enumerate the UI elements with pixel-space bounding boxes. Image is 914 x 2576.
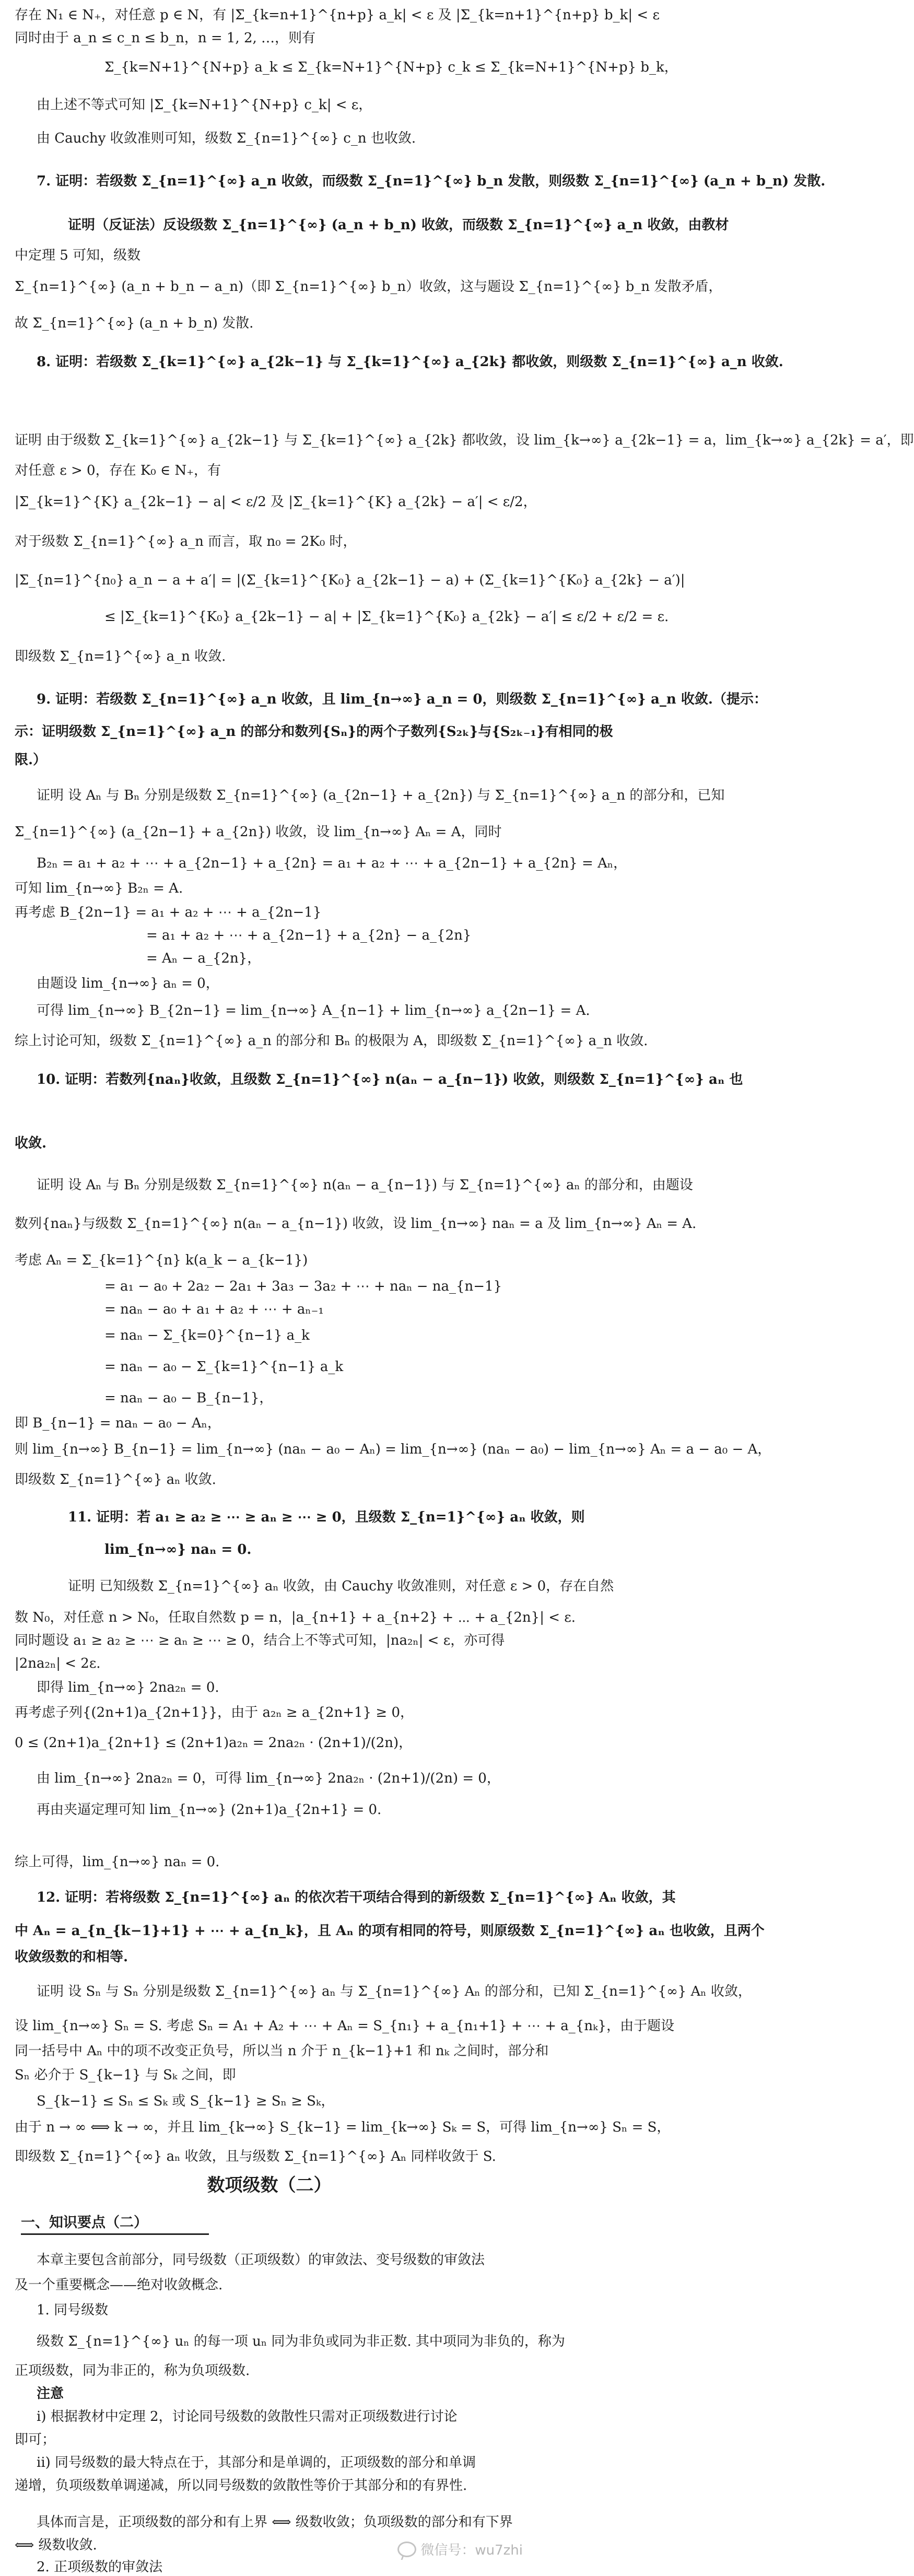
text-line: 可得 lim_{n→∞} B_{2n−1} = lim_{n→∞} A_{n−1} + lim_{n→∞} a_{2n−1} = A. [37, 1003, 590, 1018]
text-line: 12. 证明：若将级数 Σ_{n=1}^{∞} aₙ 的依次若干项结合得到的新级数 Σ_{n=1}^{∞} Aₙ 收敛，其 [37, 1890, 676, 1905]
watermark-text: 微信号：wu7zhi [420, 2543, 523, 2558]
text-line: 存在 N₁ ∈ N₊，对任意 p ∈ N，有 |Σ_{k=n+1}^{n+p} a_k| < ε 及 |Σ_{k=n+1}^{n+p} b_k| < ε [15, 7, 660, 23]
text-line: 同时由于 a_n ≤ c_n ≤ b_n，n = 1, 2, …，则有 [15, 30, 316, 46]
text-line: 可知 lim_{n→∞} B₂ₙ = A. [15, 881, 183, 896]
text-line: 收敛. [15, 1135, 47, 1151]
text-line: = a₁ + a₂ + ⋯ + a_{2n−1} + a_{2n} − a_{2n} [146, 928, 472, 943]
wechat-icon [397, 2542, 416, 2557]
section-title: 数项级数（二） [207, 2175, 332, 2196]
text-line: 对任意 ε > 0，存在 K₀ ∈ N₊，有 [15, 463, 221, 478]
text-line: 11. 证明：若 a₁ ≥ a₂ ≥ ⋯ ≥ aₙ ≥ ⋯ ≥ 0，且级数 Σ_{n=1}^{∞} aₙ 收敛，则 [68, 1509, 585, 1525]
text-line: 正项级数，同为非正的，称为负项级数. [15, 2363, 250, 2379]
text-line: 0 ≤ (2n+1)a_{2n+1} ≤ (2n+1)a₂ₙ = 2na₂ₙ · (2n+1)/(2n)， [15, 1735, 413, 1751]
text-line: 2. 正项级数的审敛法 [37, 2559, 163, 2575]
text-line: 由 Cauchy 收敛准则可知，级数 Σ_{n=1}^{∞} c_n 也收敛. [37, 131, 416, 146]
text-line: 由 lim_{n→∞} 2na₂ₙ = 0，可得 lim_{n→∞} 2na₂ₙ · (2n+1)/(2n) = 0， [37, 1771, 500, 1786]
text-line: 设 lim_{n→∞} Sₙ = S. 考虑 Sₙ = A₁ + A₂ + ⋯ + Aₙ = S_{n₁} + a_{n₁+1} + ⋯ + a_{nₖ}，由于题设 [15, 2018, 675, 2034]
text-line: 数列{naₙ}与级数 Σ_{n=1}^{∞} n(aₙ − a_{n−1}) 收敛，设 lim_{n→∞} naₙ = a 及 lim_{n→∞} Aₙ = A. [15, 1216, 697, 1232]
text-line: 8. 证明：若级数 Σ_{k=1}^{∞} a_{2k−1} 与 Σ_{k=1}^{∞} a_{2k} 都收敛，则级数 Σ_{n=1}^{∞} a_n 收敛. [37, 354, 783, 370]
text-line: ii) 同号级数的最大特点在于，其部分和是单调的，正项级数的部分和单调 [37, 2455, 476, 2470]
text-line: ≤ |Σ_{k=1}^{K₀} a_{2k−1} − a| + |Σ_{k=1}^{K₀} a_{2k} − a′| ≤ ε/2 + ε/2 = ε. [104, 609, 669, 625]
text-line: 同时题设 a₁ ≥ a₂ ≥ ⋯ ≥ aₙ ≥ ⋯ ≥ 0，结合上不等式可知，|na₂ₙ| < ε，亦可得 [15, 1633, 505, 1648]
text-line: 证明 由于级数 Σ_{k=1}^{∞} a_{2k−1} 与 Σ_{k=1}^{∞} a_{2k} 都收敛，设 lim_{k→∞} a_{2k−1} = a，lim_{k→∞} a_{2k} = a′，即 [15, 432, 914, 448]
text-line: 具体而言是，正项级数的部分和有上界 ⟺ 级数收敛；负项级数的部分和有下界 [37, 2514, 513, 2530]
text-line: Σ_{k=N+1}^{N+p} a_k ≤ Σ_{k=N+1}^{N+p} c_k ≤ Σ_{k=N+1}^{N+p} b_k， [104, 60, 678, 75]
text-line: 再考虑 B_{2n−1} = a₁ + a₂ + ⋯ + a_{2n−1} [15, 905, 322, 920]
text-line: 7. 证明：若级数 Σ_{n=1}^{∞} a_n 收敛，而级数 Σ_{n=1}^{∞} b_n 发散，则级数 Σ_{n=1}^{∞} (a_n + b_n) 发散. [37, 173, 826, 189]
text-line: = naₙ − Σ_{k=0}^{n−1} a_k [104, 1328, 310, 1343]
text-line: 9. 证明：若级数 Σ_{n=1}^{∞} a_n 收敛，且 lim_{n→∞} a_n = 0，则级数 Σ_{n=1}^{∞} a_n 收敛.（提示： [37, 692, 767, 707]
text-line: 考虑 Aₙ = Σ_{k=1}^{n} k(a_k − a_{k−1}) [15, 1252, 308, 1268]
text-line: |2na₂ₙ| < 2ε. [15, 1656, 101, 1671]
text-line: S_{k−1} ≤ Sₙ ≤ Sₖ 或 S_{k−1} ≥ Sₙ ≥ Sₖ， [37, 2093, 335, 2109]
text-line: |Σ_{k=1}^{K} a_{2k−1} − a| < ε/2 及 |Σ_{k=1}^{K} a_{2k} − a′| < ε/2， [15, 494, 537, 510]
text-line: = naₙ − a₀ − Σ_{k=1}^{n−1} a_k [104, 1359, 344, 1375]
text-line: Σ_{n=1}^{∞} (a_n + b_n − a_n)（即 Σ_{n=1}^{∞} b_n）收敛，这与题设 Σ_{n=1}^{∞} b_n 发散矛盾， [15, 279, 722, 295]
text-line: 即可； [15, 2432, 56, 2448]
text-line: 证明 已知级数 Σ_{n=1}^{∞} aₙ 收敛，由 Cauchy 收敛准则，对任意 ε > 0，存在自然 [68, 1578, 614, 1594]
text-line: B₂ₙ = a₁ + a₂ + ⋯ + a_{2n−1} + a_{2n} = a₁ + a₂ + ⋯ + a_{2n−1} + a_{2n} = Aₙ， [37, 856, 627, 871]
text-line: 限.） [15, 752, 47, 768]
text-line: 对于级数 Σ_{n=1}^{∞} a_n 而言，取 n₀ = 2K₀ 时， [15, 534, 357, 549]
text-line: 及一个重要概念——绝对收敛概念. [15, 2277, 223, 2293]
text-line: 故 Σ_{n=1}^{∞} (a_n + b_n) 发散. [15, 315, 254, 331]
text-line: 综上讨论可知，级数 Σ_{n=1}^{∞} a_n 的部分和 Bₙ 的极限为 A，即级数 Σ_{n=1}^{∞} a_n 收敛. [15, 1033, 648, 1049]
text-line: 级数 Σ_{n=1}^{∞} uₙ 的每一项 uₙ 同为非负或同为非正数. 其中项同为非负的，称为 [37, 2334, 565, 2349]
subsection-heading: 一、知识要点（二） [21, 2215, 148, 2231]
text-line: 注意 [37, 2386, 64, 2402]
text-line: 证明 设 Aₙ 与 Bₙ 分别是级数 Σ_{n=1}^{∞} (a_{2n−1} + a_{2n}) 与 Σ_{n=1}^{∞} a_n 的部分和，已知 [37, 788, 725, 803]
text-line: 10. 证明：若数列{naₙ}收敛，且级数 Σ_{n=1}^{∞} n(aₙ − a_{n−1}) 收敛，则级数 Σ_{n=1}^{∞} aₙ 也 [37, 1072, 743, 1087]
watermark [397, 2539, 523, 2559]
text-line: i) 根据教材中定理 2，讨论同号级数的敛散性只需对正项级数进行讨论 [37, 2409, 458, 2425]
text-line: 递增，负项级数单调递减，所以同号级数的敛散性等价于其部分和的有界性. [15, 2478, 467, 2493]
text-line: = naₙ − a₀ + a₁ + a₂ + ⋯ + aₙ₋₁ [104, 1302, 324, 1317]
text-line: ⟺ 级数收敛. [15, 2537, 97, 2553]
text-line: 收敛级数的和相等. [15, 1949, 128, 1965]
text-line: 同一括号中 Aₙ 中的项不改变正负号，所以当 n 介于 n_{k−1}+1 和 nₖ 之间时，部分和 [15, 2043, 549, 2059]
text-line: 由题设 lim_{n→∞} aₙ = 0， [37, 976, 219, 991]
text-line: 1. 同号级数 [37, 2302, 109, 2318]
text-line: 即级数 Σ_{n=1}^{∞} a_n 收敛. [15, 649, 226, 664]
text-line: = naₙ − a₀ − B_{n−1}， [104, 1390, 273, 1406]
text-line: 综上可得，lim_{n→∞} naₙ = 0. [15, 1854, 220, 1870]
text-line: 则 lim_{n→∞} B_{n−1} = lim_{n→∞} (naₙ − a₀ − Aₙ) = lim_{n→∞} (naₙ − a₀) − lim_{n→∞} Aₙ = a − a₀ − A， [15, 1442, 771, 1457]
text-line: 再由夹逼定理可知 lim_{n→∞} (2n+1)a_{2n+1} = 0. [37, 1802, 382, 1818]
text-line: lim_{n→∞} naₙ = 0. [104, 1542, 252, 1558]
text-line: 即 B_{n−1} = naₙ − a₀ − Aₙ， [15, 1415, 221, 1431]
text-line: 示：证明级数 Σ_{n=1}^{∞} a_n 的部分和数列{Sₙ}的两个子数列{S₂ₖ}与{S₂ₖ₋₁}有相同的极 [15, 724, 613, 740]
text-line: 本章主要包含前部分，同号级数（正项级数）的审敛法、变号级数的审敛法 [37, 2252, 485, 2268]
text-line: 即级数 Σ_{n=1}^{∞} aₙ 收敛. [15, 1472, 216, 1488]
text-line: 证明（反证法）反设级数 Σ_{n=1}^{∞} (a_n + b_n) 收敛，而级数 Σ_{n=1}^{∞} a_n 收敛，由教材 [68, 217, 729, 233]
text-line: 即得 lim_{n→∞} 2na₂ₙ = 0. [37, 1680, 219, 1695]
text-line: Sₙ 必介于 S_{k−1} 与 Sₖ 之间，即 [15, 2067, 236, 2083]
heading-underline [21, 2233, 209, 2235]
text-line: 证明 设 Sₙ 与 Sₙ 分别是级数 Σ_{n=1}^{∞} aₙ 与 Σ_{n=1}^{∞} Aₙ 的部分和，已知 Σ_{n=1}^{∞} Aₙ 收敛， [37, 1984, 752, 1999]
text-line: = Aₙ − a_{2n}， [146, 951, 261, 966]
text-line: Σ_{n=1}^{∞} (a_{2n−1} + a_{2n}) 收敛，设 lim_{n→∞} Aₙ = A，同时 [15, 824, 502, 840]
text-line: 再考虑子列{(2n+1)a_{2n+1}}，由于 a₂ₙ ≥ a_{2n+1} ≥ 0， [15, 1705, 414, 1720]
text-line: 即级数 Σ_{n=1}^{∞} aₙ 收敛，且与级数 Σ_{n=1}^{∞} Aₙ 同样收敛于 S. [15, 2149, 496, 2164]
text-line: 由于 n → ∞ ⟺ k → ∞，并且 lim_{k→∞} S_{k−1} = lim_{k→∞} Sₖ = S，可得 lim_{n→∞} Sₙ = S， [15, 2120, 671, 2135]
text-line: 证明 设 Aₙ 与 Bₙ 分别是级数 Σ_{n=1}^{∞} n(aₙ − a_{n−1}) 与 Σ_{n=1}^{∞} aₙ 的部分和，由题设 [37, 1177, 693, 1193]
text-line: 由上述不等式可知 |Σ_{k=N+1}^{N+p} c_k| < ε， [37, 97, 372, 113]
text-line: 中定理 5 可知，级数 [15, 248, 141, 263]
text-line: |Σ_{n=1}^{n₀} a_n − a + a′| = |(Σ_{k=1}^{K₀} a_{2k−1} − a) + (Σ_{k=1}^{K₀} a_{2k} − a′)| [15, 572, 685, 588]
text-line: 数 N₀，对任意 n > N₀，任取自然数 p = n，|a_{n+1} + a_{n+2} + ⋯ + a_{2n}| < ε. [15, 1610, 576, 1625]
text-line: = a₁ − a₀ + 2a₂ − 2a₁ + 3a₃ − 3a₂ + ⋯ + naₙ − na_{n−1} [104, 1279, 502, 1294]
text-line: 中 Aₙ = a_{n_{k−1}+1} + ⋯ + a_{n_k}，且 Aₙ 的项有相同的符号，则原级数 Σ_{n=1}^{∞} aₙ 也收敛，且两个 [15, 1923, 765, 1939]
